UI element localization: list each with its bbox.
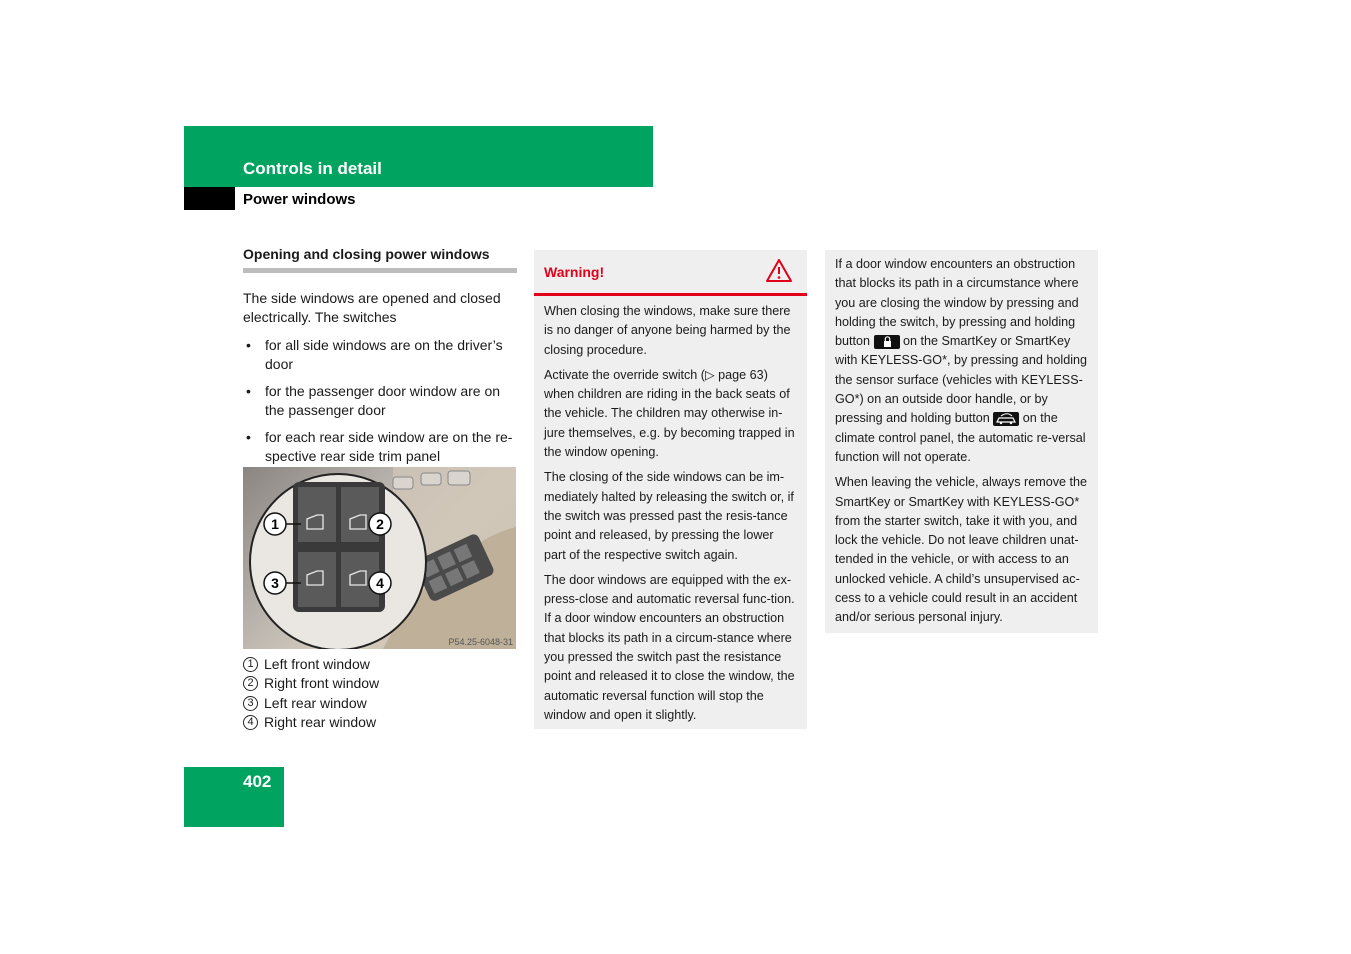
warning-title: Warning! — [544, 264, 605, 280]
warning-box — [534, 250, 807, 729]
legend-text: Right rear window — [264, 713, 377, 730]
legend-number: 2 — [243, 676, 258, 691]
warning-paragraph: The closing of the side windows can be im-mediately halted by releasing the switch or, if the switch was pressed past the resis-tance point and released, by pressing the lower part of the respective switch again. — [544, 470, 794, 562]
figure-legend — [243, 655, 517, 732]
legend-text: Left rear window — [264, 694, 367, 711]
callout-1: 1 — [271, 516, 279, 532]
legend-number: 4 — [243, 715, 258, 730]
legend-item — [243, 655, 517, 674]
window-switch-illustration — [243, 467, 516, 649]
info-paragraph-1 — [835, 255, 1089, 467]
list-item: • for the passenger door window are on the passenger door — [243, 382, 517, 420]
warning-paragraph: Activate the override switch (▷ page 63) when children are riding in the back seats of the vehicle. The children may otherwise in-jure themselves, e.g. by becoming trapped in the window opening. — [544, 367, 795, 460]
warning-triangle-icon — [765, 258, 793, 283]
main-column — [243, 245, 517, 474]
lock-icon — [874, 335, 900, 349]
list-item: • for each rear side window are on the re-spective rear side trim panel — [243, 428, 517, 466]
legend-item — [243, 713, 517, 732]
warning-header — [534, 250, 807, 296]
info-text: on the SmartKey or SmartKey with KEYLESS-GO*, by pressing and holding the sensor surface (vehicles with KEYLESS-GO*) on an outside door handle, or by pressing and holding button — [835, 334, 1088, 426]
section-heading: Opening and closing power windows — [243, 245, 517, 273]
callout-2: 2 — [376, 516, 384, 532]
list-item: • for all side windows are on the driver’s door — [243, 336, 517, 374]
warning-paragraph: The door windows are equipped with the ex-press-close and automatic reversal func-tion. If a door window encounters an obstruction that blocks its path in a circum-stance where you pressed the switch past the resistance point and released it to close the window, the automatic reversal function will stop the window and open it slightly. — [544, 572, 795, 722]
legend-item — [243, 694, 517, 713]
callout-4: 4 — [376, 575, 384, 591]
warning-body — [534, 296, 807, 725]
legend-text: Left front window — [264, 656, 370, 672]
warning-paragraph: When closing the windows, make sure there is no danger of anyone being harmed by the closing procedure. — [544, 304, 791, 357]
section-title: Power windows — [243, 191, 356, 208]
window-switch-photo — [243, 467, 516, 649]
info-box — [825, 250, 1098, 633]
page-number: 402 — [243, 772, 272, 791]
info-text: If a door window encounters an obstruction that blocks its path in a circumstance where you are closing the window by pressing and holding the switch, by pressing and holding button — [835, 257, 1079, 349]
chapter-title: Controls in detail — [243, 159, 382, 178]
intro-paragraph: The side windows are opened and closed electrically. The switches — [243, 290, 501, 325]
info-paragraph-2: When leaving the vehicle, always remove the SmartKey or SmartKey with KEYLESS-GO* from the starter switch, take it with you, and lock the vehicle. Do not leave children unat-tended in the vehicle, or with access to an unlocked vehicle. A child’s unsupervised ac-cess to a vehicle could result in an accident and/or serious personal injury. — [835, 475, 1088, 625]
info-text: on the climate control panel, the automatic re-versal function will not operate. — [835, 411, 1086, 464]
callout-3: 3 — [271, 575, 279, 591]
legend-number: 1 — [243, 657, 258, 672]
legend-text: Right front window — [264, 675, 380, 692]
legend-item — [243, 674, 517, 693]
car-recirculation-icon — [993, 412, 1019, 426]
switch-location-list — [243, 336, 517, 466]
figure-code: P54.25-6048-31 — [448, 637, 513, 647]
section-marker — [184, 187, 235, 210]
legend-number: 3 — [243, 696, 258, 711]
